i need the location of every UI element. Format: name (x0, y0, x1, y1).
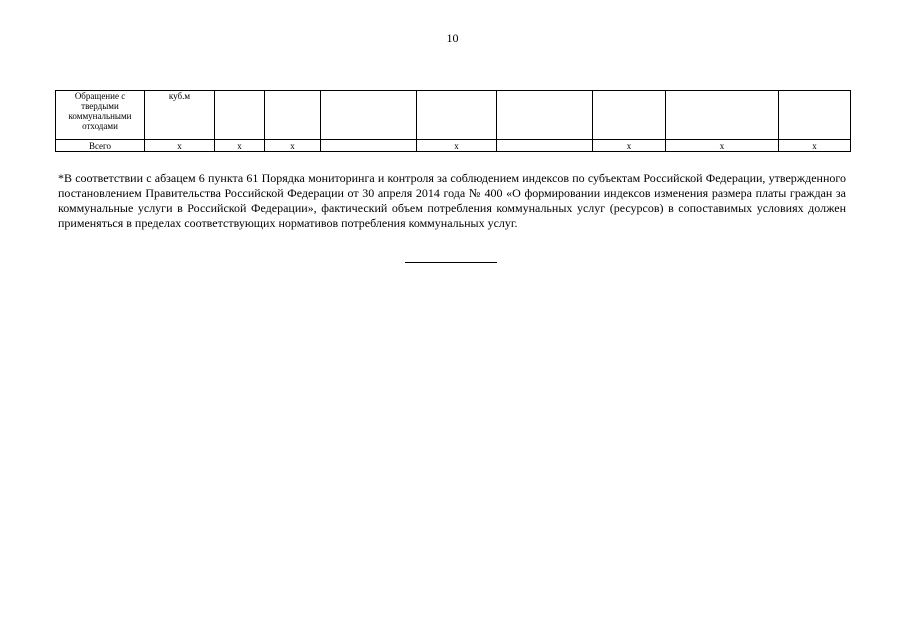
table-cell (265, 91, 321, 140)
table-cell: х (417, 140, 497, 152)
table-cell (321, 140, 417, 152)
table-cell: х (265, 140, 321, 152)
table-cell: х (666, 140, 779, 152)
row-name-cell: Всего (56, 140, 145, 152)
table-row (56, 140, 851, 152)
closing-divider (405, 262, 497, 263)
table-cell (666, 91, 779, 140)
table-cell (779, 91, 851, 140)
table-cell (593, 91, 666, 140)
table-cell: х (779, 140, 851, 152)
table-cell: х (215, 140, 265, 152)
table-cell (497, 140, 593, 152)
footnote: *В соответствии с абзацем 6 пункта 61 Порядка мониторинга и контроля за соблюдением индексов по субъектам Российской Федерации, утвержденного постановлением Правительства Российской Федерации от 30 апреля 2014 года № 400 «О формировании индексов изменения размера платы граждан за коммунальные услуги в Российской Федерации», фактический объем потребления коммунальных услуг (ресурсов) в сопоставимых условиях должен применяться в пределах соответствующих нормативов потребления коммунальных услуг. (58, 171, 846, 230)
table-cell (417, 91, 497, 140)
table-cell (215, 91, 265, 140)
row-name-cell: Обращение с твердыми коммунальными отходами (56, 91, 145, 140)
table-cell (497, 91, 593, 140)
table-row (56, 91, 851, 140)
table-cell: х (145, 140, 215, 152)
data-table (55, 90, 851, 152)
table-cell: х (593, 140, 666, 152)
table-cell (321, 91, 417, 140)
unit-cell: куб.м (145, 91, 215, 140)
page-number: 10 (446, 31, 459, 45)
